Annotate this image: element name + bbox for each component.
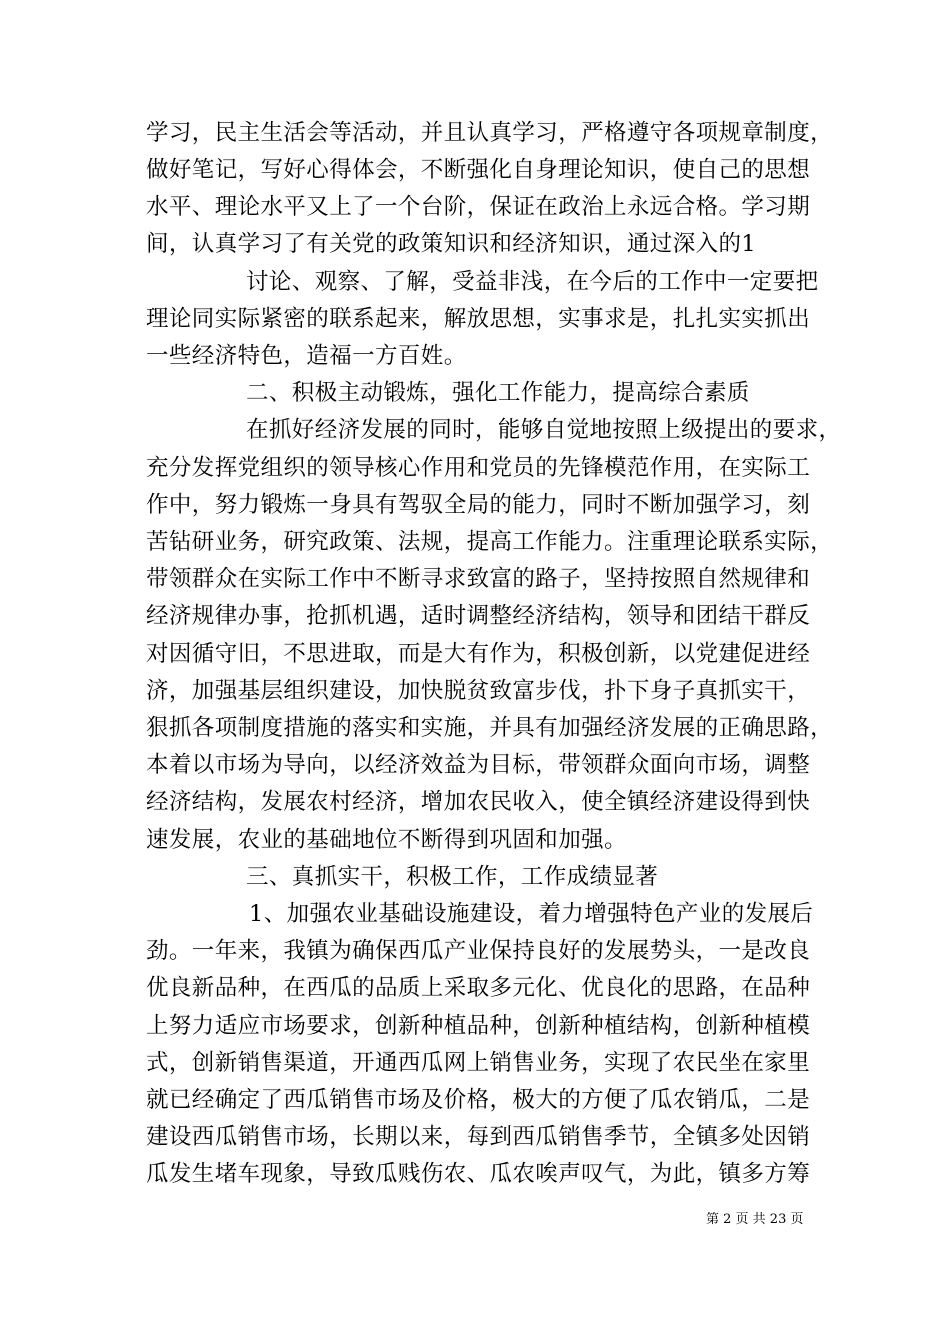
text-line: 经济结构，发展农村经济，增加农民收入，使全镇经济建设得到快 — [146, 789, 811, 815]
text-line: 式，创新销售渠道，开通西瓜网上销售业务，实现了农民坐在家里 — [146, 1050, 811, 1076]
text-line: 就已经确定了西瓜销售市场及价格，极大的方便了瓜农销瓜，二是 — [146, 1087, 811, 1113]
text-line: 建设西瓜销售市场，长期以来，每到西瓜销售季节，全镇多处因销 — [146, 1124, 811, 1150]
text-line: 速发展，农业的基础地位不断得到巩固和加强。 — [146, 827, 627, 853]
text-line: 理论同实际紧密的联系起来，解放思想，实事求是，扎扎实实抓出 — [146, 306, 811, 332]
text-line: 一些经济特色，造福一方百姓。 — [146, 343, 467, 369]
page-number: 第 2 页 共 23 页 — [706, 1212, 804, 1227]
text-line: 劲。一年来，我镇为确保西瓜产业保持良好的发展势头，一是改良 — [146, 938, 811, 964]
text-line: 对因循守旧，不思进取，而是大有作为，积极创新，以党建促进经 — [146, 641, 811, 667]
text-line: 狠抓各项制度措施的落实和实施，并具有加强经济发展的正确思路， — [146, 715, 834, 741]
text-line: 本着以市场为导向，以经济效益为目标，带领群众面向市场，调整 — [146, 752, 811, 778]
text-line: 上努力适应市场要求，创新种植品种，创新种植结构，创新种植模 — [146, 1013, 811, 1039]
text-line: 带领群众在实际工作中不断寻求致富的路子，坚持按照自然规律和 — [146, 566, 811, 592]
text-line: 学习，民主生活会等活动，并且认真学习，严格遵守各项规章制度， — [146, 120, 834, 146]
text-line: 讨论、观察、了解，受益非浅，在今后的工作中一定要把 — [246, 269, 819, 295]
text-line: 瓜发生堵车现象，导致瓜贱伤农、瓜农唉声叹气，为此，镇多方筹 — [146, 1161, 811, 1187]
text-line: 1、加强农业基础设施建设，着力增强特色产业的发展后 — [249, 901, 814, 927]
text-line: 作中，努力锻炼一身具有驾驭全局的能力，同时不断加强学习，刻 — [146, 492, 811, 518]
text-line: 济，加强基层组织建设，加快脱贫致富步伐，扑下身子真抓实干， — [146, 678, 811, 704]
text-line: 水平、理论水平又上了一个台阶，保证在政治上永远合格。学习期 — [146, 194, 811, 220]
text-line: 优良新品种，在西瓜的品质上采取多元化、优良化的思路，在品种 — [146, 975, 811, 1001]
text-line: 经济规律办事，抢抓机遇，适时调整经济结构，领导和团结干群反 — [146, 603, 811, 629]
section-heading: 三、真抓实干，积极工作，工作成绩显著 — [246, 864, 659, 890]
text-line: 在抓好经济发展的同时，能够自觉地按照上级提出的要求， — [246, 417, 842, 443]
section-heading: 二、积极主动锻炼，强化工作能力，提高综合素质 — [246, 380, 750, 406]
text-line: 苦钻研业务，研究政策、法规，提高工作能力。注重理论联系实际， — [146, 529, 834, 555]
text-line: 间，认真学习了有关党的政策知识和经济知识，通过深入的1 — [146, 231, 757, 257]
text-line: 做好笔记，写好心得体会，不断强化自身理论知识，使自己的思想 — [146, 157, 811, 183]
text-line: 充分发挥党组织的领导核心作用和党员的先锋模范作用，在实际工 — [146, 455, 811, 481]
